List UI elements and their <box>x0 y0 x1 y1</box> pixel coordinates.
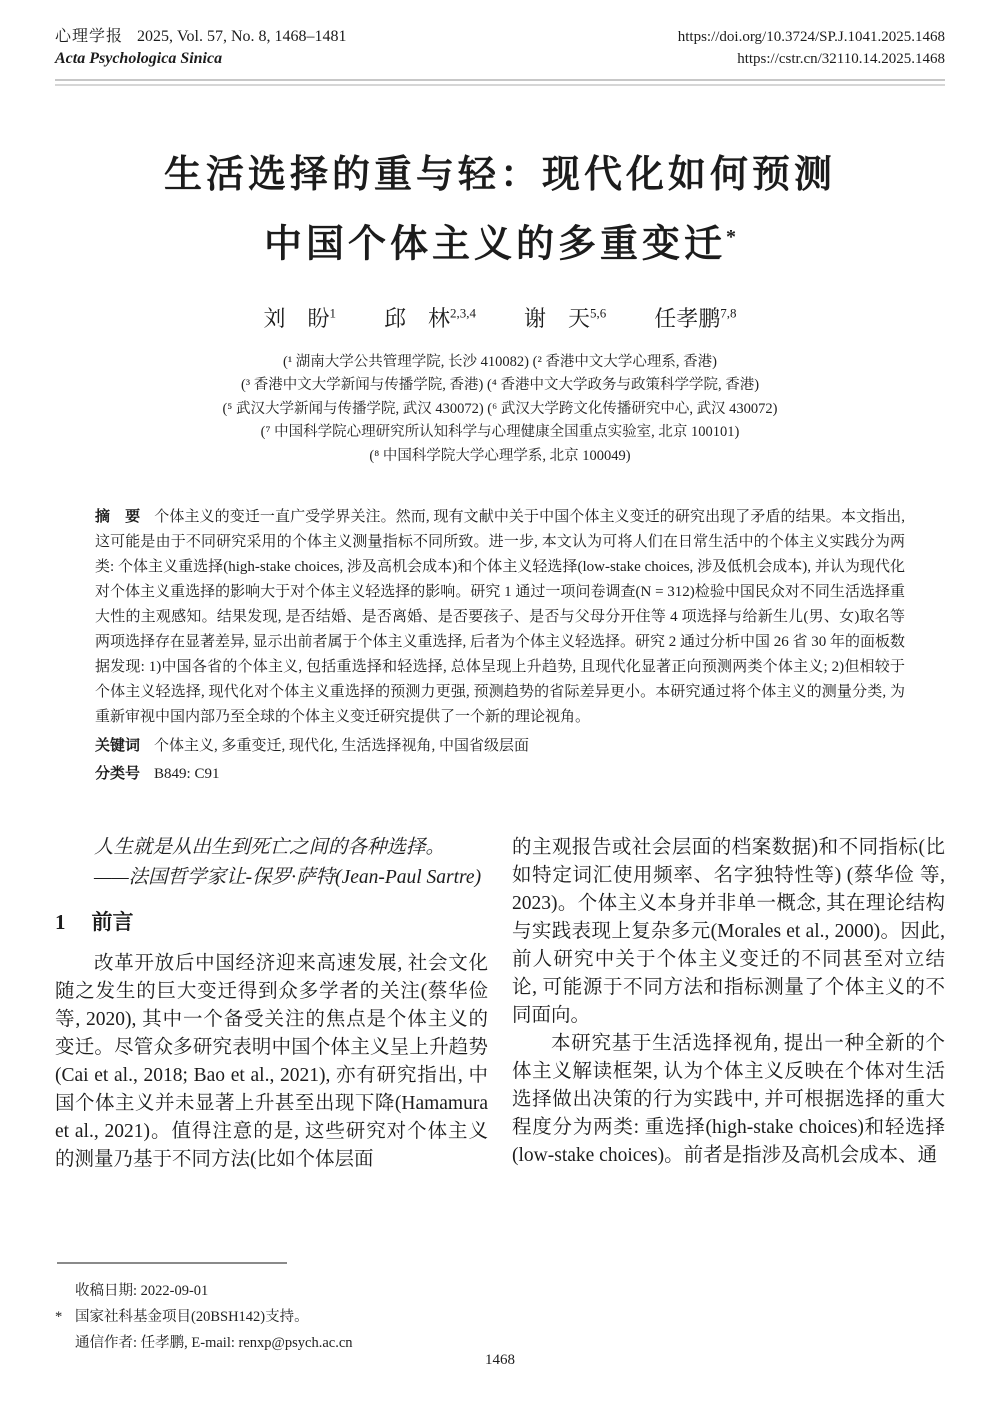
author-2: 邱 林$^{2,3,4}$ <box>383 305 476 331</box>
correspondence-line[interactable]: 通信作者: 任孝鹏, E-mail: renxp@psych.ac.cn <box>75 1335 353 1351</box>
affiliation-line-2: (³ 香港中文大学新闻与传播学院, 香港) (⁴ 香港中文大学政务与政策科学学院, 香港) <box>240 377 760 394</box>
journal-issue-line <box>55 26 347 48</box>
journal-name-en: Acta Psychologica Sinica <box>55 50 223 67</box>
author-3: 谢 天$^{5,6}$ <box>524 305 607 331</box>
footnote-divider <box>57 1262 287 1264</box>
section-number: 1 <box>55 910 66 935</box>
author-3-affiliation-sup: 5,6 <box>590 305 607 321</box>
journal-name-cn: 心理学报 <box>55 28 124 45</box>
epigraph-quote: 人生就是从出生到死亡之间的各种选择。 <box>94 837 446 859</box>
header-divider <box>55 79 945 86</box>
footnotes <box>55 1278 945 1356</box>
journal-info <box>55 26 347 70</box>
funding-text: 国家社科基金项目(20BSH142)支持。 <box>75 1309 309 1325</box>
intro-paragraph-right-2: 本研究基于生活选择视角, 提出一种全新的个体主义解读框架, 认为个体主义反映在个体对生活选择做出决策的行为实践中, 并可根据选择的重大程度分为两类: 重选择(high-stake choices)和轻选择(low-stake choices)。前者是指涉及高机会成本、通 <box>512 1033 945 1167</box>
journal-issue-meta: 2025, Vol. 57, No. 8, 1468–1481 <box>137 28 347 45</box>
author-4-affiliation-sup: 7,8 <box>720 305 737 321</box>
affiliation-line-1: (¹ 湖南大学公共管理学院, 长沙 410082) (² 香港中文大学心理系, 香港) <box>282 353 717 370</box>
abstract-text: 个体主义的变迁一直广受学界关注。然而, 现有文献中关于中国个体主义变迁的研究出现了矛盾的结果。本文指出, 这可能是由于不同研究采用的个体主义测量指标不同所致。进一步, 本文认为可将人们在日常生活中的个体主义实践分为两类: 个体主义重选择(high-stake choices, 涉及高机会成本)和个体主义轻选择(low-stake choices, 涉及低机会成本), 并认为现代化对个体主义重选择的影响大于对个体主义轻选择的影响。研究 1 通过一项问卷调查(N = 312)检验中国民众对不同生活选择重大性的主观感知。结果发现, 是否结婚、是否离婚、是否要孩子、是否与父母分开住等 4 项选择与给新生儿(男、女)取名等两项选择存在显著差异, 显示出前者属于个体主义重选择, 后者为个体主义轻选择。研究 2 通过分析中国 26 省 30 年的面板数据发现: 1)中国各省的个体主义, 包括重选择和轻选择, 总体呈现上升趋势, 且现代化显著正向预测两类个体主义; 2)但相较于个体主义轻选择, 现代化对个体主义重选择的预测力更强, 预测趋势的省际差异更小。本研究通过将个体主义的测量分类, 为重新审视中国内部乃至全球的个体主义变迁研究提供了一个新的理论视角。 <box>95 509 906 726</box>
author-list <box>55 302 945 333</box>
abstract <box>95 504 905 730</box>
right-column <box>512 834 945 1174</box>
affiliation-line-4: (⁷ 中国科学院心理研究所认知科学与心理健康全国重点实验室, 北京 100101) <box>260 424 740 441</box>
classification-value: B849: C91 <box>154 766 220 783</box>
funding-asterisk: * <box>55 1309 63 1325</box>
intro-paragraph-right-1: 的主观报告或社会层面的档案数据)和不同指标(比如特定词汇使用频率、名字独特性等) (蔡华俭 等, 2023)。个体主义本身并非单一概念, 其在理论结构与实践表现上复杂多元(Morales et al., 2000)。因此, 前人研究中关于个体主义变迁的不同甚至对立结论, 可能源于不同方法和指标测量了个体主义的不同面向。 <box>512 837 945 1027</box>
body-columns <box>55 834 945 1174</box>
paper-title-line1: 生活选择的重与轻：现代化如何预测 <box>163 154 836 196</box>
received-date-line: 收稿日期: 2022-09-01 <box>75 1283 209 1299</box>
cstr-link[interactable]: https://cstr.cn/32110.14.2025.1468 <box>737 51 945 67</box>
author-4: 任孝鹏$^{7,8}$ <box>654 305 737 331</box>
section-title: 前言 <box>91 910 134 935</box>
doi-link[interactable]: https://doi.org/10.3724/SP.J.1041.2025.1468 <box>677 29 945 45</box>
paper-title <box>55 144 945 276</box>
author-2-affiliation-sup: 2,3,4 <box>450 305 476 321</box>
keywords-text: 个体主义, 多重变迁, 现代化, 生活选择视角, 中国省级层面 <box>154 738 530 755</box>
classification-line <box>95 760 905 788</box>
page-number: 1468 <box>485 1352 515 1368</box>
abstract-label: 摘 要 <box>95 508 141 526</box>
footnote-area <box>55 1262 945 1356</box>
title-footnote-asterisk: * <box>726 226 736 248</box>
funding-line <box>55 1304 945 1330</box>
keywords-line <box>95 732 905 760</box>
epigraph-attribution: ——法国哲学家让-保罗·萨特(Jean-Paul Sartre) <box>94 867 482 889</box>
intro-paragraph-left: 改革开放后中国经济迎来高速发展, 社会文化随之发生的巨大变迁得到众多学者的关注(蔡华俭 等, 2020), 其中一个备受关注的焦点是个体主义的变迁。尽管众多研究表明中国个体主义呈上升趋势(Cai et al., 2018; Bao et al., 2021), 亦有研究指出, 中国个体主义并未显著上升甚至出现下降(Hamamura et al., 2021)。值得注意的是, 这些研究对个体主义的测量乃基于不同方法(比如个体层面 <box>55 953 488 1171</box>
section-heading-intro <box>55 908 488 936</box>
affiliation-line-3: (⁵ 武汉大学新闻与传播学院, 武汉 430072) (⁶ 武汉大学跨文化传播研究中心, 武汉 430072) <box>222 400 778 417</box>
paper-title-line2: 中国个体主义的多重变迁* <box>263 223 736 266</box>
left-column <box>55 834 488 1174</box>
affiliation-list <box>55 351 945 469</box>
keywords-label: 关键词 <box>95 737 141 755</box>
affiliation-line-5: (⁸ 中国科学院大学心理学系, 北京 100049) <box>369 447 631 464</box>
doi-block <box>678 26 945 70</box>
author-1: 刘 盼$^1$ <box>263 305 336 331</box>
author-1-affiliation-sup: 1 <box>329 305 336 321</box>
classification-label: 分类号 <box>95 765 141 783</box>
journal-header <box>55 26 945 70</box>
